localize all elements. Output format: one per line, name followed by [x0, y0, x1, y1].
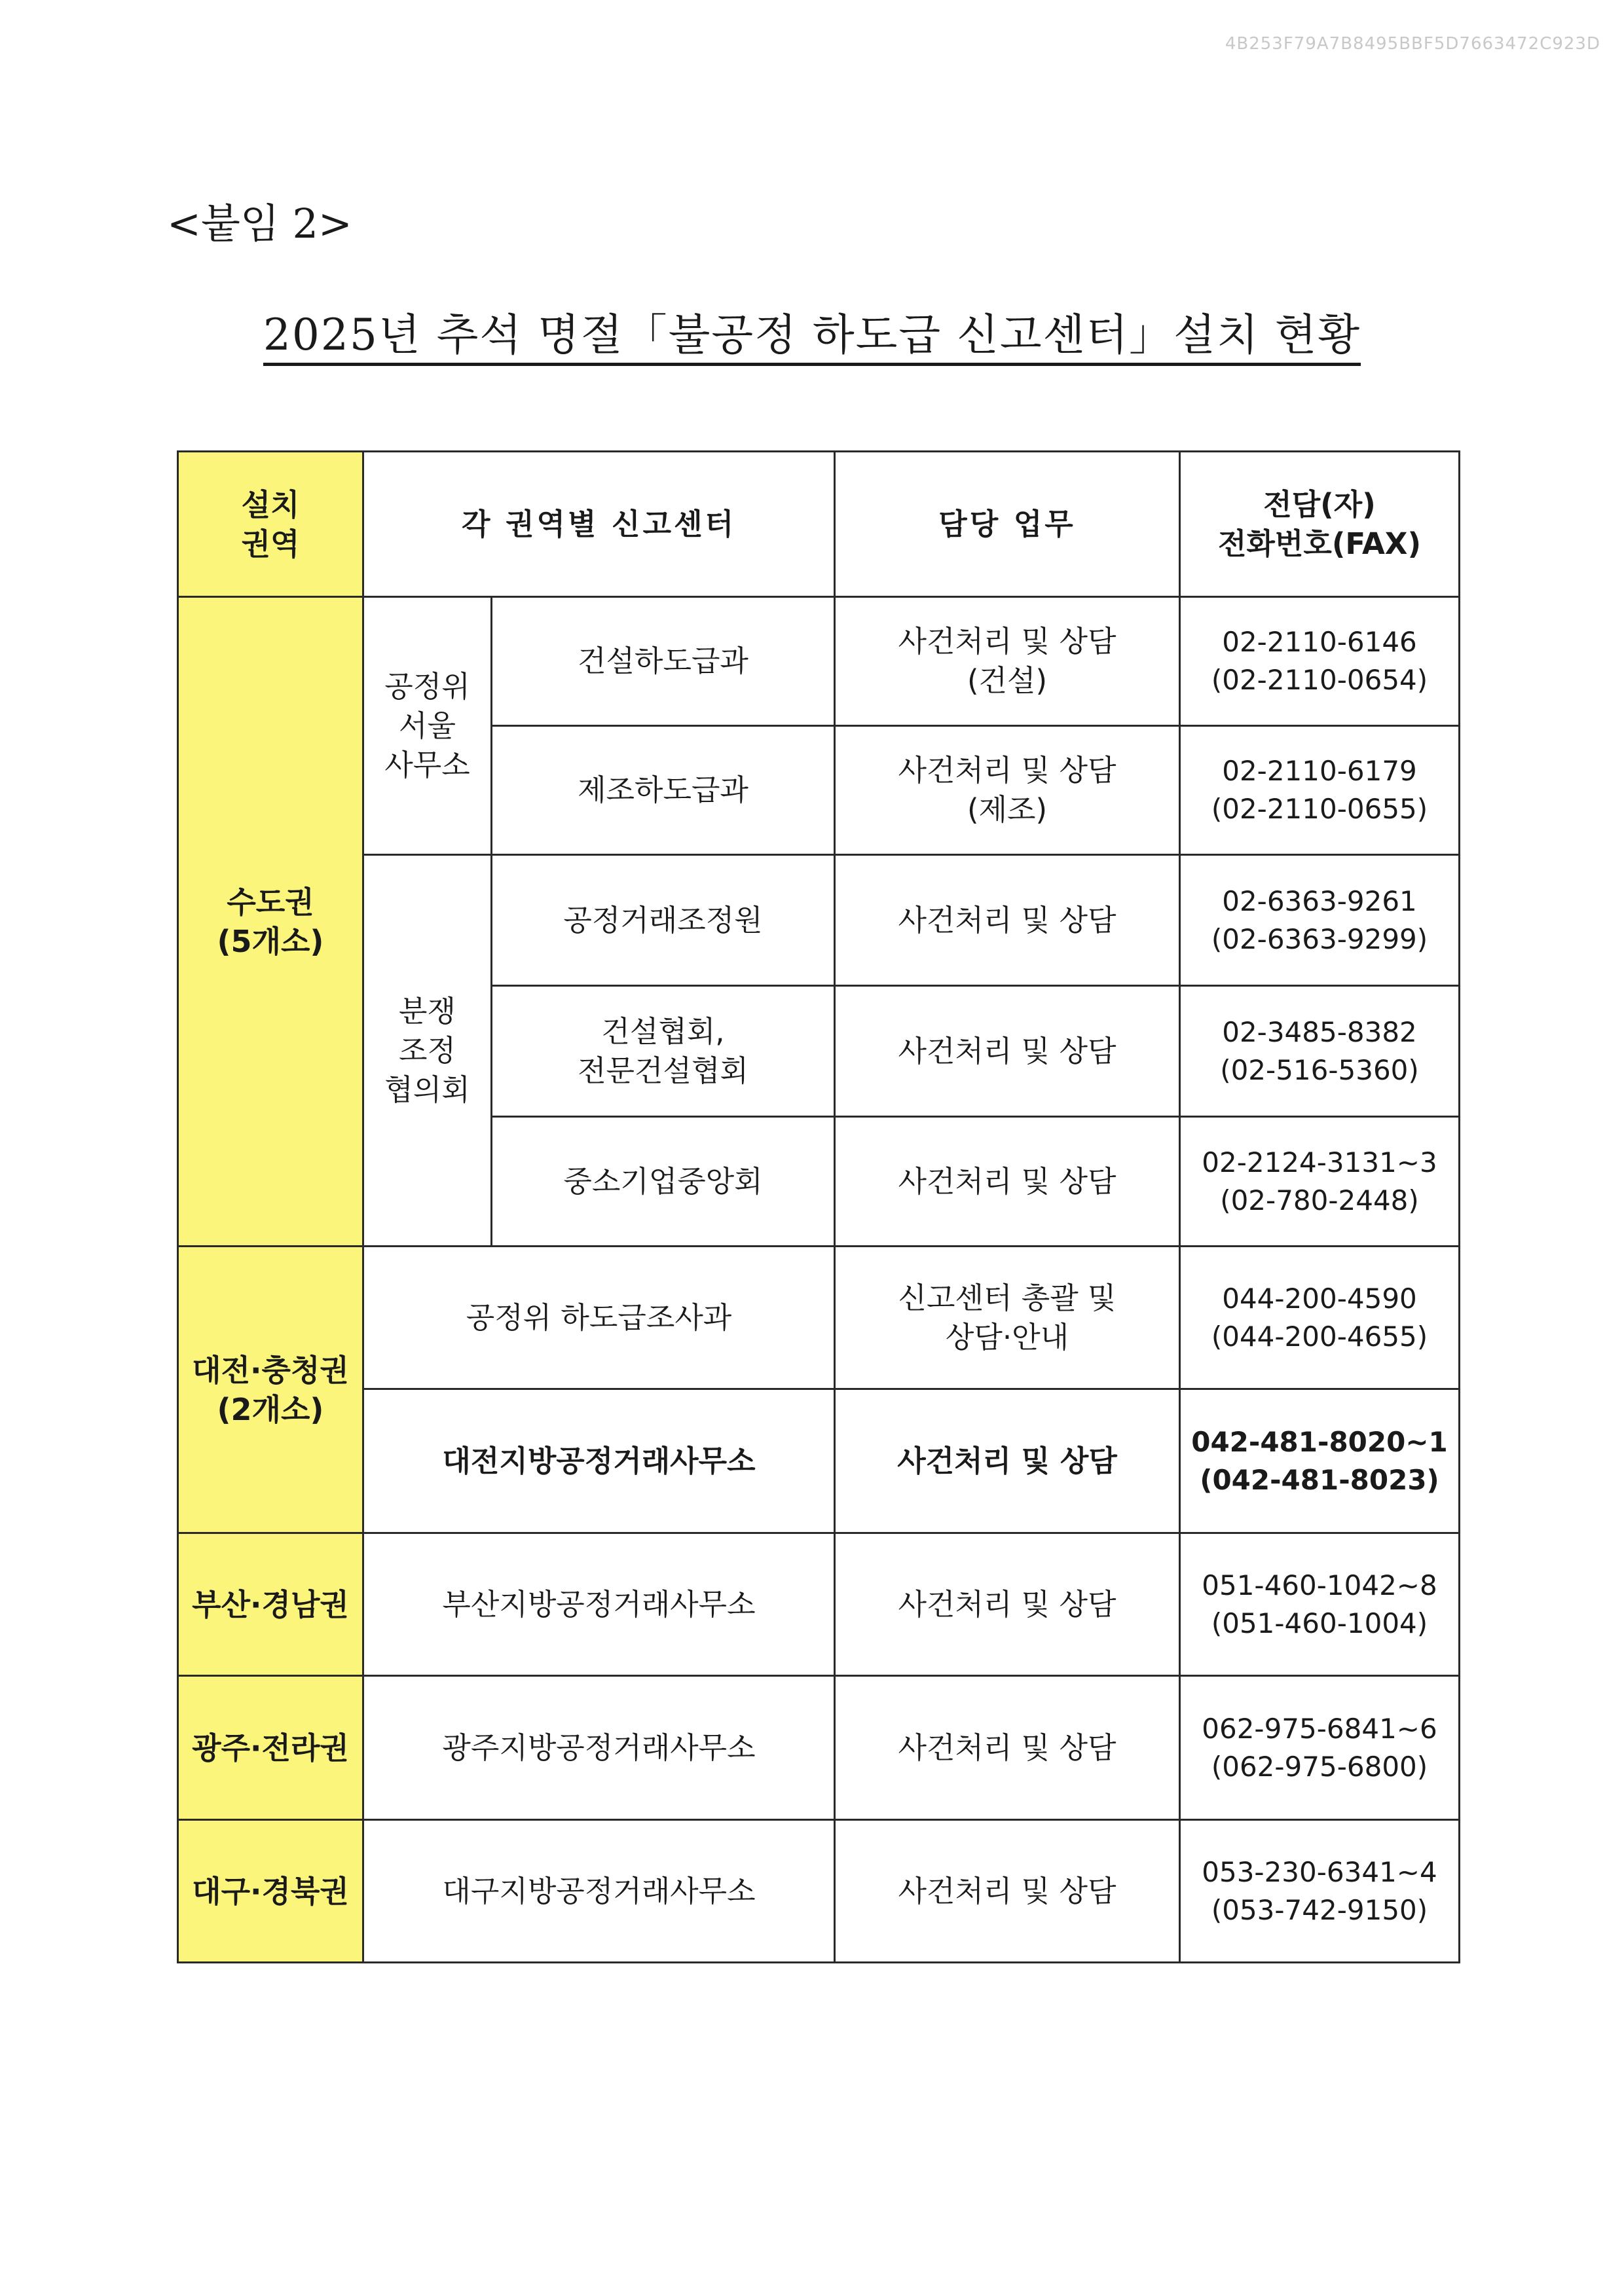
center-cell: [492, 855, 835, 986]
duty-cell: [835, 726, 1180, 855]
group-seoul-office: [363, 597, 492, 855]
duty-cell: 사건처리 및 상담: [835, 1533, 1180, 1676]
center-name: 공정거래조정원: [563, 902, 763, 938]
center-cell: 부산지방공정거래사무소: [363, 1533, 835, 1676]
table-row: [178, 1247, 1460, 1389]
phone-cell: [1180, 1389, 1460, 1533]
center-cell: [492, 726, 835, 855]
fax-number: (02-516-5360): [1220, 1053, 1419, 1086]
region-sudo-line1: 수도권: [227, 884, 314, 920]
table-row: [178, 1820, 1460, 1963]
phone-number: 02-6363-9261: [1222, 884, 1417, 917]
duty-line1: 사건처리 및 상담: [898, 753, 1116, 788]
center-name: 중소기업중앙회: [563, 1163, 763, 1199]
phone-number: 051-460-1042~8: [1202, 1569, 1437, 1601]
phone-cell: [1180, 1247, 1460, 1389]
duty-cell: [835, 986, 1180, 1117]
phone-cell: [1180, 726, 1460, 855]
duty-line1: 사건처리 및 상담: [898, 1033, 1116, 1068]
duty-line2: (제조): [967, 792, 1048, 827]
center-cell: [492, 597, 835, 726]
region-sudo-line2: (5개소): [217, 923, 324, 959]
phone-number: 062-975-6841~6: [1202, 1712, 1437, 1745]
center-cell: 대구지방공정거래사무소: [363, 1820, 835, 1963]
duty-cell: 사건처리 및 상담: [835, 1820, 1180, 1963]
phone-cell: [1180, 597, 1460, 726]
phone-number: 053-230-6341~4: [1202, 1855, 1437, 1888]
duty-cell: [835, 855, 1180, 986]
phone-number: 02-2124-3131~3: [1202, 1146, 1437, 1178]
header-phone-line1: 전담(자): [1263, 486, 1376, 522]
attachment-label: <붙임 2>: [167, 200, 352, 247]
fax-number: (053-742-9150): [1211, 1893, 1428, 1926]
region-daejeon-line2: (2개소): [217, 1391, 324, 1427]
table-row: [178, 1389, 1460, 1533]
duty-line1: 신고센터 총괄 및: [898, 1280, 1116, 1315]
phone-number: 044-200-4590: [1222, 1282, 1417, 1315]
duty-line1: 사건처리 및 상담: [897, 1443, 1117, 1478]
group-seoul-line2: 서울: [399, 708, 456, 743]
phone-cell: [1180, 855, 1460, 986]
header-region-line2: 권역: [241, 526, 300, 562]
phone-number: 02-3485-8382: [1222, 1015, 1417, 1048]
center-cell: [492, 986, 835, 1117]
fax-number: (02-2110-0655): [1211, 793, 1428, 825]
report-center-table-wrapper: [177, 450, 1460, 1963]
phone-cell: [1180, 1820, 1460, 1963]
fax-number: (044-200-4655): [1211, 1320, 1428, 1353]
duty-cell: [835, 1389, 1180, 1533]
center-name: 제조하도급과: [578, 773, 748, 807]
fax-number: (02-2110-0654): [1211, 664, 1428, 696]
duty-cell: [835, 597, 1180, 726]
duty-cell: 사건처리 및 상담: [835, 1676, 1180, 1820]
fax-number: (051-460-1004): [1211, 1607, 1428, 1639]
duty-line1: 사건처리 및 상담: [898, 624, 1116, 659]
group-dispute-line2: 조정: [399, 1032, 456, 1068]
center-name: 건설하도급과: [578, 644, 748, 678]
table-row: [178, 1533, 1460, 1676]
fax-number: (062-975-6800): [1211, 1750, 1428, 1783]
document-id: 4B253F79A7B8495BBF5D7663472C923D: [1225, 34, 1600, 54]
region-daejeon-line1: 대전·충청권: [192, 1352, 349, 1388]
fax-number: (042-481-8023): [1200, 1463, 1439, 1496]
duty-line1: 사건처리 및 상담: [898, 1163, 1116, 1199]
phone-number: 02-2110-6179: [1222, 755, 1417, 787]
group-dispute-council: [363, 855, 492, 1247]
fax-number: (02-6363-9299): [1211, 922, 1428, 955]
table-row: [178, 1676, 1460, 1820]
region-sudo: [178, 597, 363, 1247]
phone-cell: [1180, 1117, 1460, 1247]
group-dispute-line1: 분쟁: [399, 993, 456, 1029]
duty-line2: 상담·안내: [945, 1319, 1069, 1355]
region-daegu: 대구·경북권: [178, 1820, 363, 1963]
header-phone: [1180, 452, 1460, 597]
center-cell: [492, 1117, 835, 1247]
phone-number: 02-2110-6146: [1222, 626, 1417, 658]
header-center: 각 권역별 신고센터: [363, 452, 835, 597]
phone-cell: [1180, 1676, 1460, 1820]
phone-cell: [1180, 986, 1460, 1117]
duty-cell: [835, 1247, 1180, 1389]
center-cell: 대전지방공정거래사무소: [363, 1389, 835, 1533]
header-region-line1: 설치: [241, 486, 300, 522]
center-cell: 공정위 하도급조사과: [363, 1247, 835, 1389]
table-header-row: [178, 452, 1460, 597]
phone-cell: [1180, 1533, 1460, 1676]
document-title-text: 2025년 추석 명절「불공정 하도급 신고센터」설치 현황: [263, 310, 1361, 366]
header-duty: 담당 업무: [835, 452, 1180, 597]
duty-line2: (건설): [967, 663, 1048, 698]
group-seoul-line3: 사무소: [384, 747, 470, 782]
group-dispute-line3: 협의회: [384, 1072, 470, 1107]
region-busan: 부산·경남권: [178, 1533, 363, 1676]
document-title: [0, 300, 1624, 362]
center-name-line1: 건설협회,: [601, 1013, 725, 1049]
table-row: [178, 855, 1460, 986]
phone-number: 042-481-8020~1: [1191, 1425, 1448, 1458]
center-name-line2: 전문건설협회: [578, 1053, 748, 1088]
table-row: [178, 597, 1460, 726]
header-phone-line2: 전화번호(FAX): [1217, 526, 1422, 561]
report-center-table: [177, 450, 1460, 1963]
header-region: [178, 452, 363, 597]
duty-cell: [835, 1117, 1180, 1247]
center-cell: 광주지방공정거래사무소: [363, 1676, 835, 1820]
region-gwangju: 광주·전라권: [178, 1676, 363, 1820]
fax-number: (02-780-2448): [1220, 1184, 1419, 1216]
duty-line1: 사건처리 및 상담: [898, 902, 1116, 938]
region-daejeon: [178, 1247, 363, 1533]
group-seoul-line1: 공정위: [384, 668, 470, 704]
